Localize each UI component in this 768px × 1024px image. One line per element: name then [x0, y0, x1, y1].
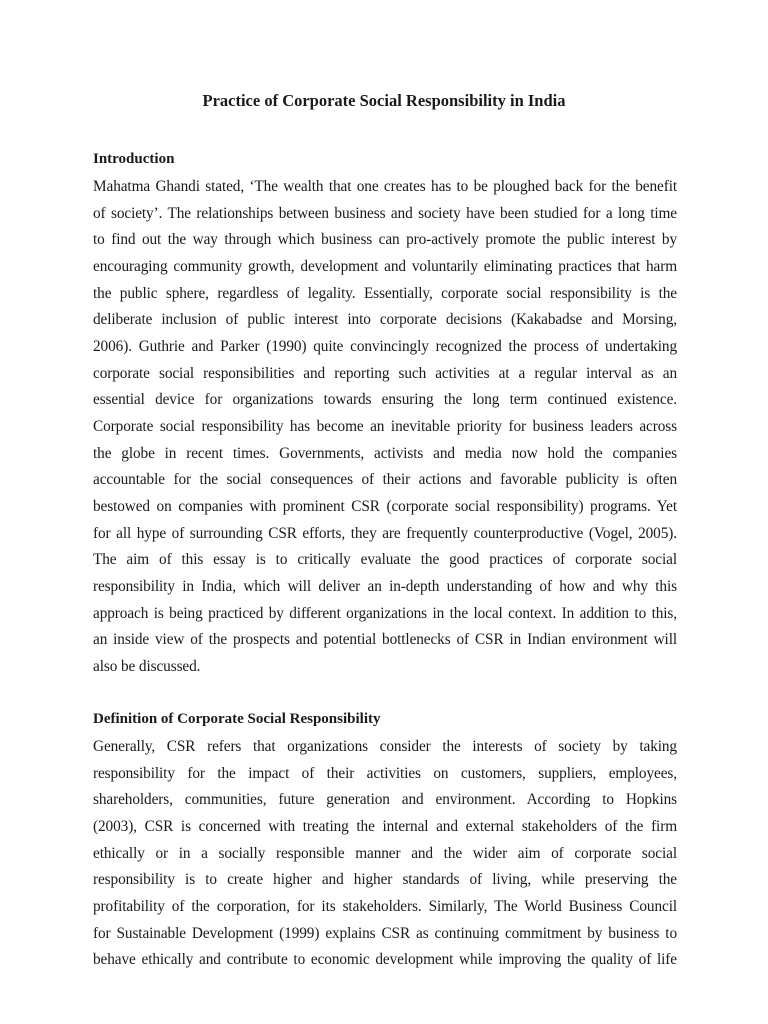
paragraph-line: ethically or in a socially responsible manner and the wider aim of corporate social	[93, 844, 677, 862]
paragraph-line: 2006). Guthrie and Parker (1990) quite convincingly recognized the process of undertaking	[93, 338, 677, 356]
paragraph-line: responsibility for the impact of their activities on customers, suppliers, employees,	[93, 764, 677, 782]
paragraph-line: profitability of the corporation, for its stakeholders. Similarly, The World Business Council	[93, 898, 677, 916]
paragraph-line: essential device for organizations towards ensuring the long term continued existence.	[93, 391, 677, 409]
paragraph-line: Mahatma Ghandi stated, ‘The wealth that one creates has to be ploughed back for the benefit	[93, 178, 677, 195]
paragraph-line: responsibility in India, which will deliver an in-depth understanding of how and why this	[93, 578, 677, 596]
paragraph-line: the globe in recent times. Governments, activists and media now hold the companies	[93, 444, 677, 462]
paragraph-line: corporate social responsibilities and reporting such activities at a regular interval as an	[93, 364, 677, 382]
paragraph-line: for Sustainable Development (1999) explains CSR as continuing commitment by business to	[93, 924, 677, 942]
paragraph-line: encouraging community growth, development and voluntarily eliminating practices that harm	[93, 258, 677, 275]
section-heading: Definition of Corporate Social Responsibility	[93, 711, 381, 727]
paragraph-line: an inside view of the prospects and potential bottlenecks of CSR in Indian environment will	[93, 631, 677, 649]
paragraph-line: (2003), CSR is concerned with treating the internal and external stakeholders of the firm	[93, 818, 677, 835]
paragraph-line: of society’. The relationships between business and society have been studied for a long time	[93, 204, 677, 222]
document-title: Practice of Corporate Social Responsibility in India	[202, 91, 566, 110]
paragraph-line: deliberate inclusion of public interest into corporate decisions (Kakabadse and Morsing,	[93, 311, 677, 329]
section-heading: Introduction	[93, 151, 175, 167]
paragraph-line: shareholders, communities, future generation and environment. According to Hopkins	[93, 791, 677, 809]
paragraph-line: Generally, CSR refers that organizations consider the interests of society by taking	[93, 738, 677, 755]
paragraph-line: Corporate social responsibility has become an inevitable priority for business leaders across	[93, 418, 677, 436]
paragraph-line: behave ethically and contribute to economic development while improving the quality of life	[93, 951, 677, 969]
paragraph-line: responsibility is to create higher and higher standards of living, while preserving the	[93, 871, 677, 889]
paragraph-line: the public sphere, regardless of legality. Essentially, corporate social responsibility is the	[93, 284, 677, 302]
paragraph-line: approach is being practiced by different organizations in the local context. In addition to this,	[93, 604, 677, 622]
paragraph-line: to find out the way through which business can pro-actively promote the public interest by	[93, 231, 677, 249]
paragraph-line: accountable for the social consequences of their actions and favorable publicity is often	[93, 471, 677, 489]
paragraph-line: for all hype of surrounding CSR efforts, they are frequently counterproductive (Vogel, 2005).	[93, 524, 677, 542]
paragraph-line: bestowed on companies with prominent CSR (corporate social responsibility) programs. Yet	[93, 498, 677, 516]
paragraph-line: The aim of this essay is to critically evaluate the good practices of corporate social	[93, 551, 677, 569]
paragraph-line: also be discussed.	[93, 658, 201, 676]
